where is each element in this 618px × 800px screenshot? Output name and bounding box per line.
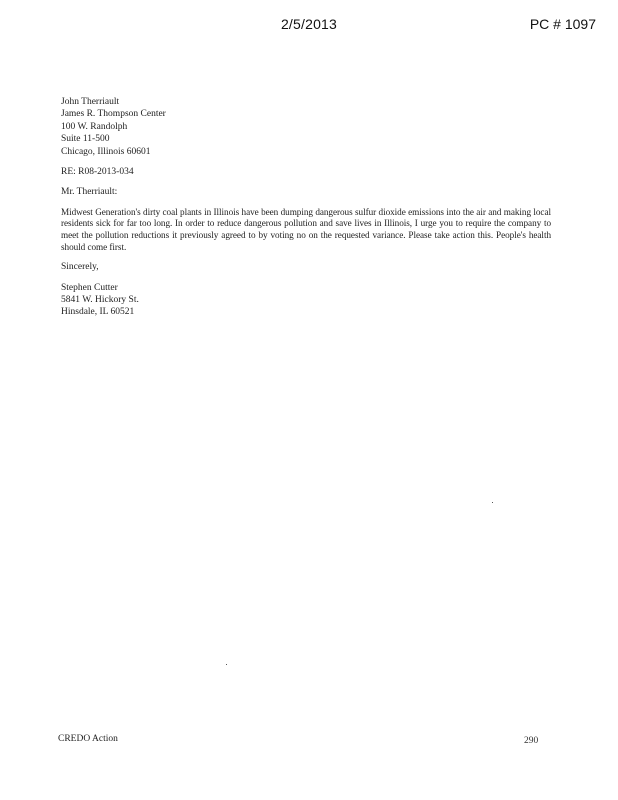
header-pc-number: PC # 1097: [529, 16, 596, 32]
sender-name: Stephen Cutter: [61, 282, 118, 293]
salutation: Mr. Therriault:: [61, 187, 118, 198]
footer-page-number: 290: [524, 736, 539, 746]
recipient-building: James R. Thompson Center: [61, 109, 166, 120]
footer-source: CREDO Action: [58, 734, 118, 744]
sender-address: [61, 282, 551, 319]
reference-line: RE: R08-2013-034: [61, 167, 134, 178]
letter-body: [61, 96, 551, 319]
scan-speck: [226, 664, 227, 665]
sender-street: 5841 W. Hickory St.: [61, 295, 139, 306]
sender-city: Hinsdale, IL 60521: [61, 307, 135, 318]
recipient-name: John Therriault: [61, 97, 120, 107]
recipient-city: Chicago, Illinois 60601: [61, 146, 151, 157]
scan-speck: [492, 502, 493, 503]
letter-paragraph: Midwest Generation's dirty coal plants in Illinois have been dumping dangerous sulfur dioxide emissions into the air and making local residents sick for far too long. In order to reduce dangerous pollution and save lives in Illinois, I urge you to require the company to meet the pollution reductions it previously agreed to by voting no on the requested variance. Please take action this. People's health should come first.: [61, 206, 551, 252]
recipient-address: [61, 96, 551, 158]
recipient-suite: Suite 11-500: [61, 134, 110, 145]
header-date: 2/5/2013: [280, 16, 338, 32]
recipient-street: 100 W. Randolph: [61, 121, 128, 132]
closing: Sincerely,: [61, 262, 99, 273]
